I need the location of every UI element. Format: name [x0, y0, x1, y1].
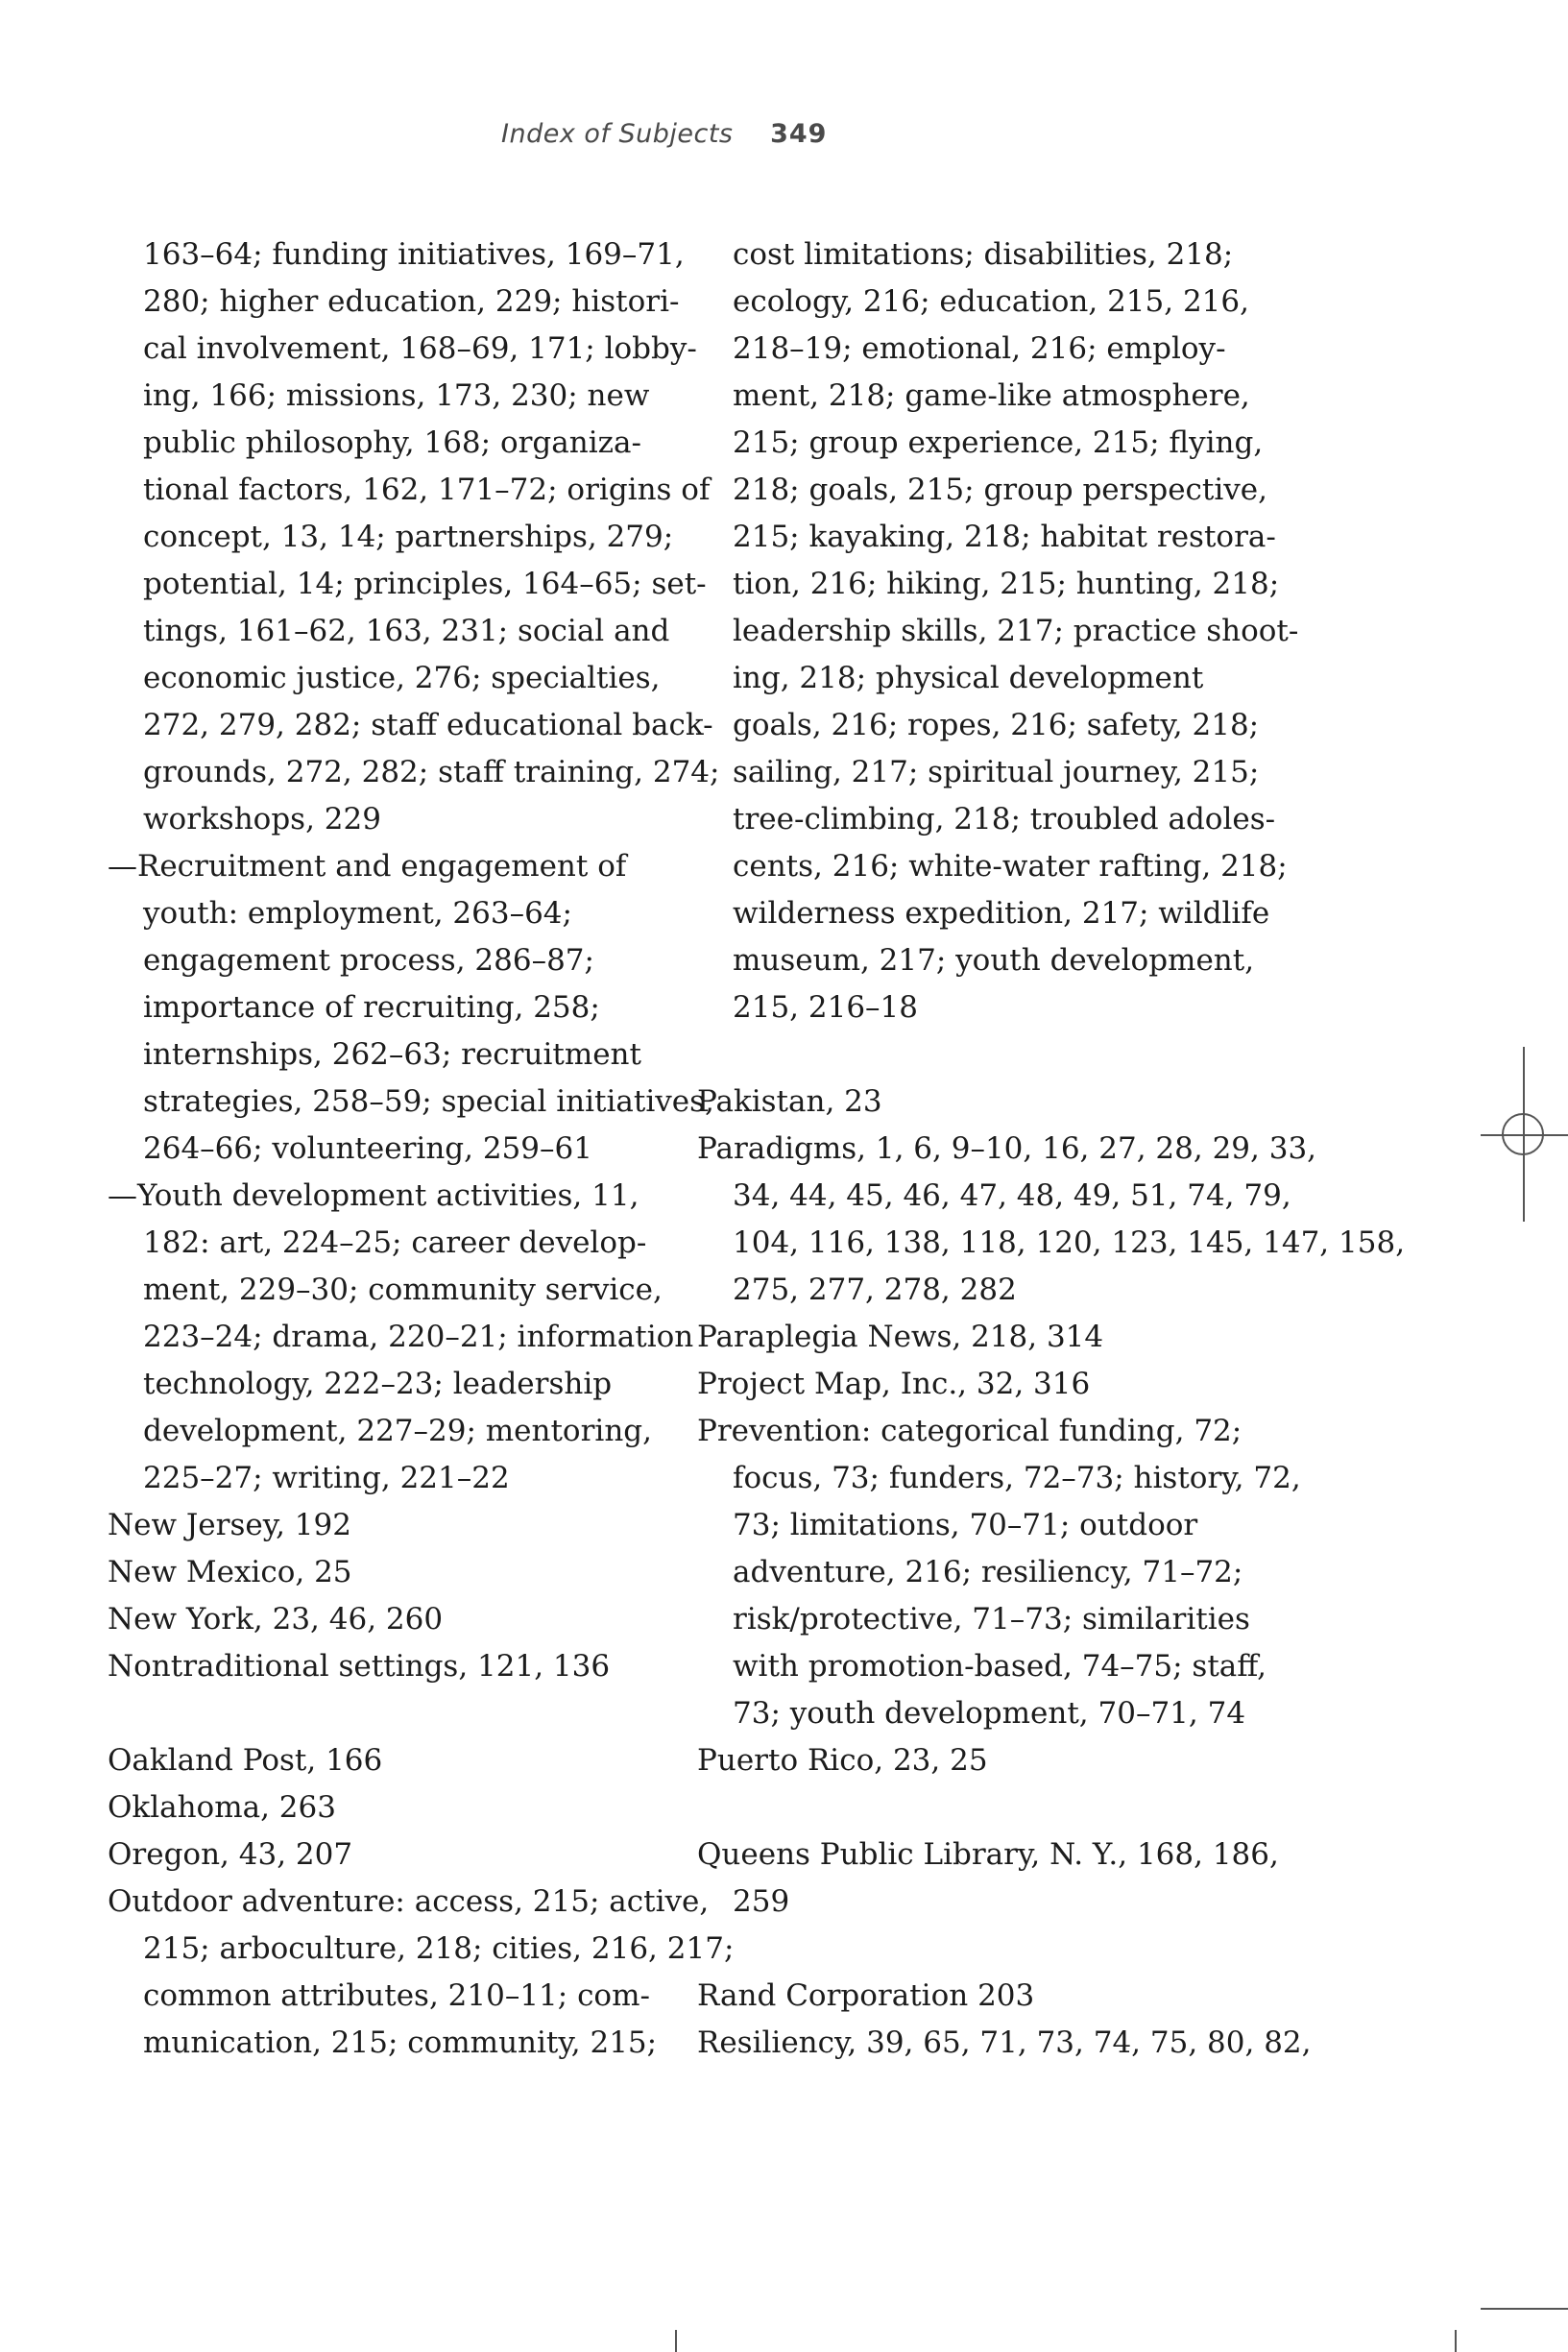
index-line: Pakistan, 23: [697, 1084, 882, 1119]
index-line: 163–64; funding initiatives, 169–71,: [143, 237, 685, 272]
page-number: 349: [770, 119, 828, 149]
index-line: ing, 218; physical development: [733, 661, 1204, 695]
index-line: Paradigms, 1, 6, 9–10, 16, 27, 28, 29, 33,: [697, 1131, 1317, 1166]
index-line: Project Map, Inc., 32, 316: [697, 1367, 1091, 1401]
index-line: Queens Public Library, N. Y., 168, 186,: [697, 1837, 1279, 1872]
index-line: tional factors, 162, 171–72; origins of: [143, 473, 711, 507]
index-line: —Recruitment and engagement of: [108, 849, 627, 884]
index-line: sailing, 217; spiritual journey, 215;: [733, 755, 1260, 789]
index-line: Oakland Post, 166: [108, 1743, 383, 1778]
index-spacer: [108, 1690, 684, 1737]
index-line: tion, 216; hiking, 215; hunting, 218;: [733, 567, 1280, 601]
index-line: Puerto Rico, 23, 25: [697, 1743, 988, 1778]
index-line: 275, 277, 278, 282: [733, 1273, 1017, 1307]
index-line: youth: employment, 263–64;: [143, 896, 572, 931]
index-line: 223–24; drama, 220–21; information: [143, 1320, 694, 1354]
running-head-title: Index of Subjects: [501, 119, 734, 149]
index-line: New Mexico, 25: [108, 1555, 352, 1589]
index-line: 264–66; volunteering, 259–61: [143, 1131, 592, 1166]
index-line: workshops, 229: [143, 802, 381, 837]
index-line: grounds, 272, 282; staff training, 274;: [143, 755, 720, 789]
index-line: 218; goals, 215; group perspective,: [733, 473, 1268, 507]
index-line: strategies, 258–59; special initiatives,: [143, 1084, 714, 1119]
index-spacer: [697, 1926, 1273, 1973]
index-line: 182: art, 224–25; career develop-: [143, 1225, 647, 1260]
index-line: ecology, 216; education, 215, 216,: [733, 284, 1249, 319]
index-line: Rand Corporation 203: [697, 1978, 1035, 2013]
index-line: Resiliency, 39, 65, 71, 73, 74, 75, 80, 82,: [697, 2025, 1312, 2060]
index-line: ment, 218; game-like atmosphere,: [733, 378, 1250, 413]
index-line: economic justice, 276; specialties,: [143, 661, 661, 695]
index-column-right: [697, 231, 1406, 2067]
crop-mark-right: [1481, 2308, 1568, 2310]
index-line: 34, 44, 45, 46, 47, 48, 49, 51, 74, 79,: [733, 1178, 1291, 1213]
index-line: Outdoor adventure: access, 215; active,: [108, 1884, 710, 1919]
index-line: common attributes, 210–11; com-: [143, 1978, 650, 2013]
crop-mark-bottom-right: [1455, 2330, 1457, 2352]
running-head: [501, 119, 827, 149]
index-line: focus, 73; funders, 72–73; history, 72,: [733, 1461, 1301, 1495]
index-line: Oregon, 43, 207: [108, 1837, 353, 1872]
index-line: 218–19; emotional, 216; employ-: [733, 331, 1226, 366]
index-line: goals, 216; ropes, 216; safety, 218;: [733, 708, 1260, 742]
index-line: public philosophy, 168; organiza-: [143, 425, 641, 460]
index-line: museum, 217; youth development,: [733, 943, 1255, 978]
index-line: ing, 166; missions, 173, 230; new: [143, 378, 650, 413]
index-line: munication, 215; community, 215;: [143, 2025, 658, 2060]
index-line: wilderness expedition, 217; wildlife: [733, 896, 1270, 931]
index-line: 280; higher education, 229; histori-: [143, 284, 680, 319]
index-line: risk/protective, 71–73; similarities: [733, 1602, 1250, 1637]
index-line: Oklahoma, 263: [108, 1790, 336, 1825]
index-line: Paraplegia News, 218, 314: [697, 1320, 1104, 1354]
index-spacer: [697, 1784, 1273, 1831]
index-line: New York, 23, 46, 260: [108, 1602, 444, 1637]
index-line: adventure, 216; resiliency, 71–72;: [733, 1555, 1243, 1589]
index-column-left: [108, 231, 735, 2067]
index-line: engagement process, 286–87;: [143, 943, 594, 978]
index-line: Nontraditional settings, 121, 136: [108, 1649, 611, 1684]
index-line: importance of recruiting, 258;: [143, 990, 600, 1025]
index-line: with promotion-based, 74–75; staff,: [733, 1649, 1267, 1684]
index-line: 272, 279, 282; staff educational back-: [143, 708, 713, 742]
index-line: internships, 262–63; recruitment: [143, 1037, 641, 1072]
index-line: Prevention: categorical funding, 72;: [697, 1414, 1242, 1448]
index-line: 215; kayaking, 218; habitat restora-: [733, 520, 1276, 554]
index-line: 104, 116, 138, 118, 120, 123, 145, 147, 158,: [733, 1225, 1406, 1260]
index-line: development, 227–29; mentoring,: [143, 1414, 652, 1448]
index-line: 73; youth development, 70–71, 74: [733, 1696, 1246, 1731]
index-line: New Jersey, 192: [108, 1508, 351, 1542]
index-line: ment, 229–30; community service,: [143, 1273, 663, 1307]
index-line: potential, 14; principles, 164–65; set-: [143, 567, 707, 601]
index-line: leadership skills, 217; practice shoot-: [733, 614, 1299, 648]
index-line: cents, 216; white-water rafting, 218;: [733, 849, 1288, 884]
index-line: 215, 216–18: [733, 990, 918, 1025]
index-line: tings, 161–62, 163, 231; social and: [143, 614, 670, 648]
index-line: 73; limitations, 70–71; outdoor: [733, 1508, 1198, 1542]
index-line: technology, 222–23; leadership: [143, 1367, 613, 1401]
crop-mark-bottom-center: [675, 2330, 677, 2352]
index-line: cal involvement, 168–69, 171; lobby-: [143, 331, 697, 366]
index-line: concept, 13, 14; partnerships, 279;: [143, 520, 674, 554]
index-line: —Youth development activities, 11,: [108, 1178, 639, 1213]
index-line: 215; arboculture, 218; cities, 216, 217;: [143, 1931, 735, 1966]
index-line: 259: [733, 1884, 790, 1919]
index-line: 215; group experience, 215; flying,: [733, 425, 1264, 460]
index-line: cost limitations; disabilities, 218;: [733, 237, 1234, 272]
registration-mark-circle: [1502, 1113, 1544, 1155]
index-line: tree-climbing, 218; troubled adoles-: [733, 802, 1276, 837]
index-line: 225–27; writing, 221–22: [143, 1461, 510, 1495]
index-spacer: [697, 1031, 1273, 1079]
